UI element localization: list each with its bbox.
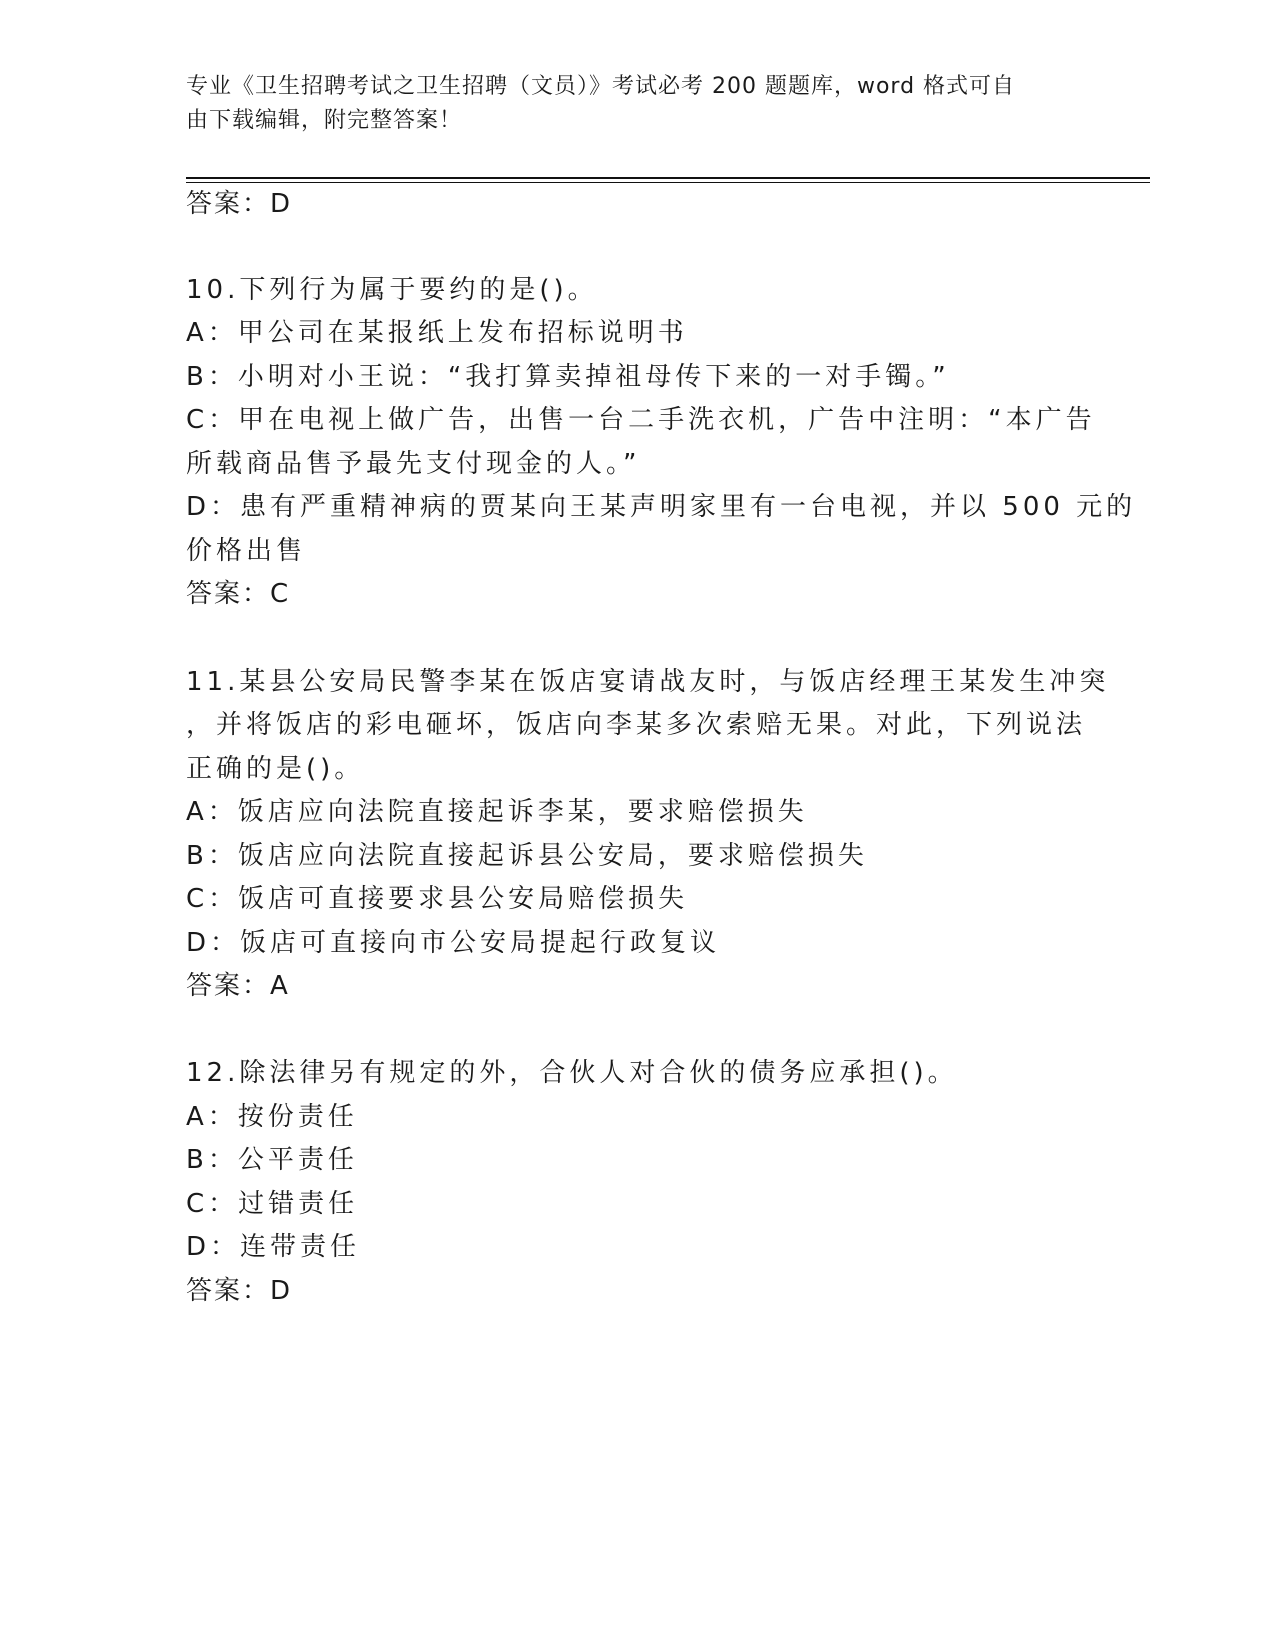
q11-option-c: C：饭店可直接要求县公安局赔偿损失	[186, 884, 689, 914]
header-rule-thick	[186, 177, 1150, 179]
q11-answer: 答案：A	[186, 971, 290, 1001]
q12-answer: 答案：D	[186, 1276, 293, 1306]
q12-stem: 12.除法律另有规定的外，合伙人对合伙的债务应承担()。	[186, 1058, 958, 1088]
q10-option-a: A：甲公司在某报纸上发布招标说明书	[186, 318, 688, 348]
header-line-2: 由下载编辑，附完整答案！	[186, 108, 463, 133]
q11-stem-line-3: 正确的是()。	[186, 754, 365, 784]
q12-option-d: D：连带责任	[186, 1232, 361, 1262]
q11-stem-line-2: ，并将饭店的彩电砸坏，饭店向李某多次索赔无果。对此，下列说法	[186, 710, 1087, 740]
q10-option-d-line-1: D：患有严重精神病的贾某向王某声明家里有一台电视，并以 500 元的	[186, 492, 1137, 522]
q11-option-d: D：饭店可直接向市公安局提起行政复议	[186, 928, 721, 958]
page-header	[186, 70, 1086, 138]
previous-answer: 答案：D	[186, 189, 293, 219]
q12-option-b: B：公平责任	[186, 1145, 358, 1175]
q12-option-a: A：按份责任	[186, 1102, 358, 1132]
q10-option-c-line-2: 所载商品售予最先支付现金的人。”	[186, 449, 641, 479]
q10-option-d-line-2: 价格出售	[186, 536, 307, 566]
q12-option-c: C：过错责任	[186, 1189, 359, 1219]
q11-stem-line-1: 11.某县公安局民警李某在饭店宴请战友时，与饭店经理王某发生冲突	[186, 667, 1110, 697]
header-line-1: 专业《卫生招聘考试之卫生招聘（文员）》考试必考 200 题题库，word 格式可自	[186, 74, 1016, 99]
q10-answer: 答案：C	[186, 579, 291, 609]
q10-option-b: B：小明对小王说：“我打算卖掉祖母传下来的一对手镯。”	[186, 362, 950, 392]
q10-stem: 10.下列行为属于要约的是()。	[186, 275, 598, 305]
header-rule-thin	[186, 182, 1150, 183]
q10-option-c-line-1: C：甲在电视上做广告，出售一台二手洗衣机，广告中注明：“本广告	[186, 405, 1096, 435]
q11-option-a: A：饭店应向法院直接起诉李某，要求赔偿损失	[186, 797, 808, 827]
q11-option-b: B：饭店应向法院直接起诉县公安局，要求赔偿损失	[186, 841, 868, 871]
